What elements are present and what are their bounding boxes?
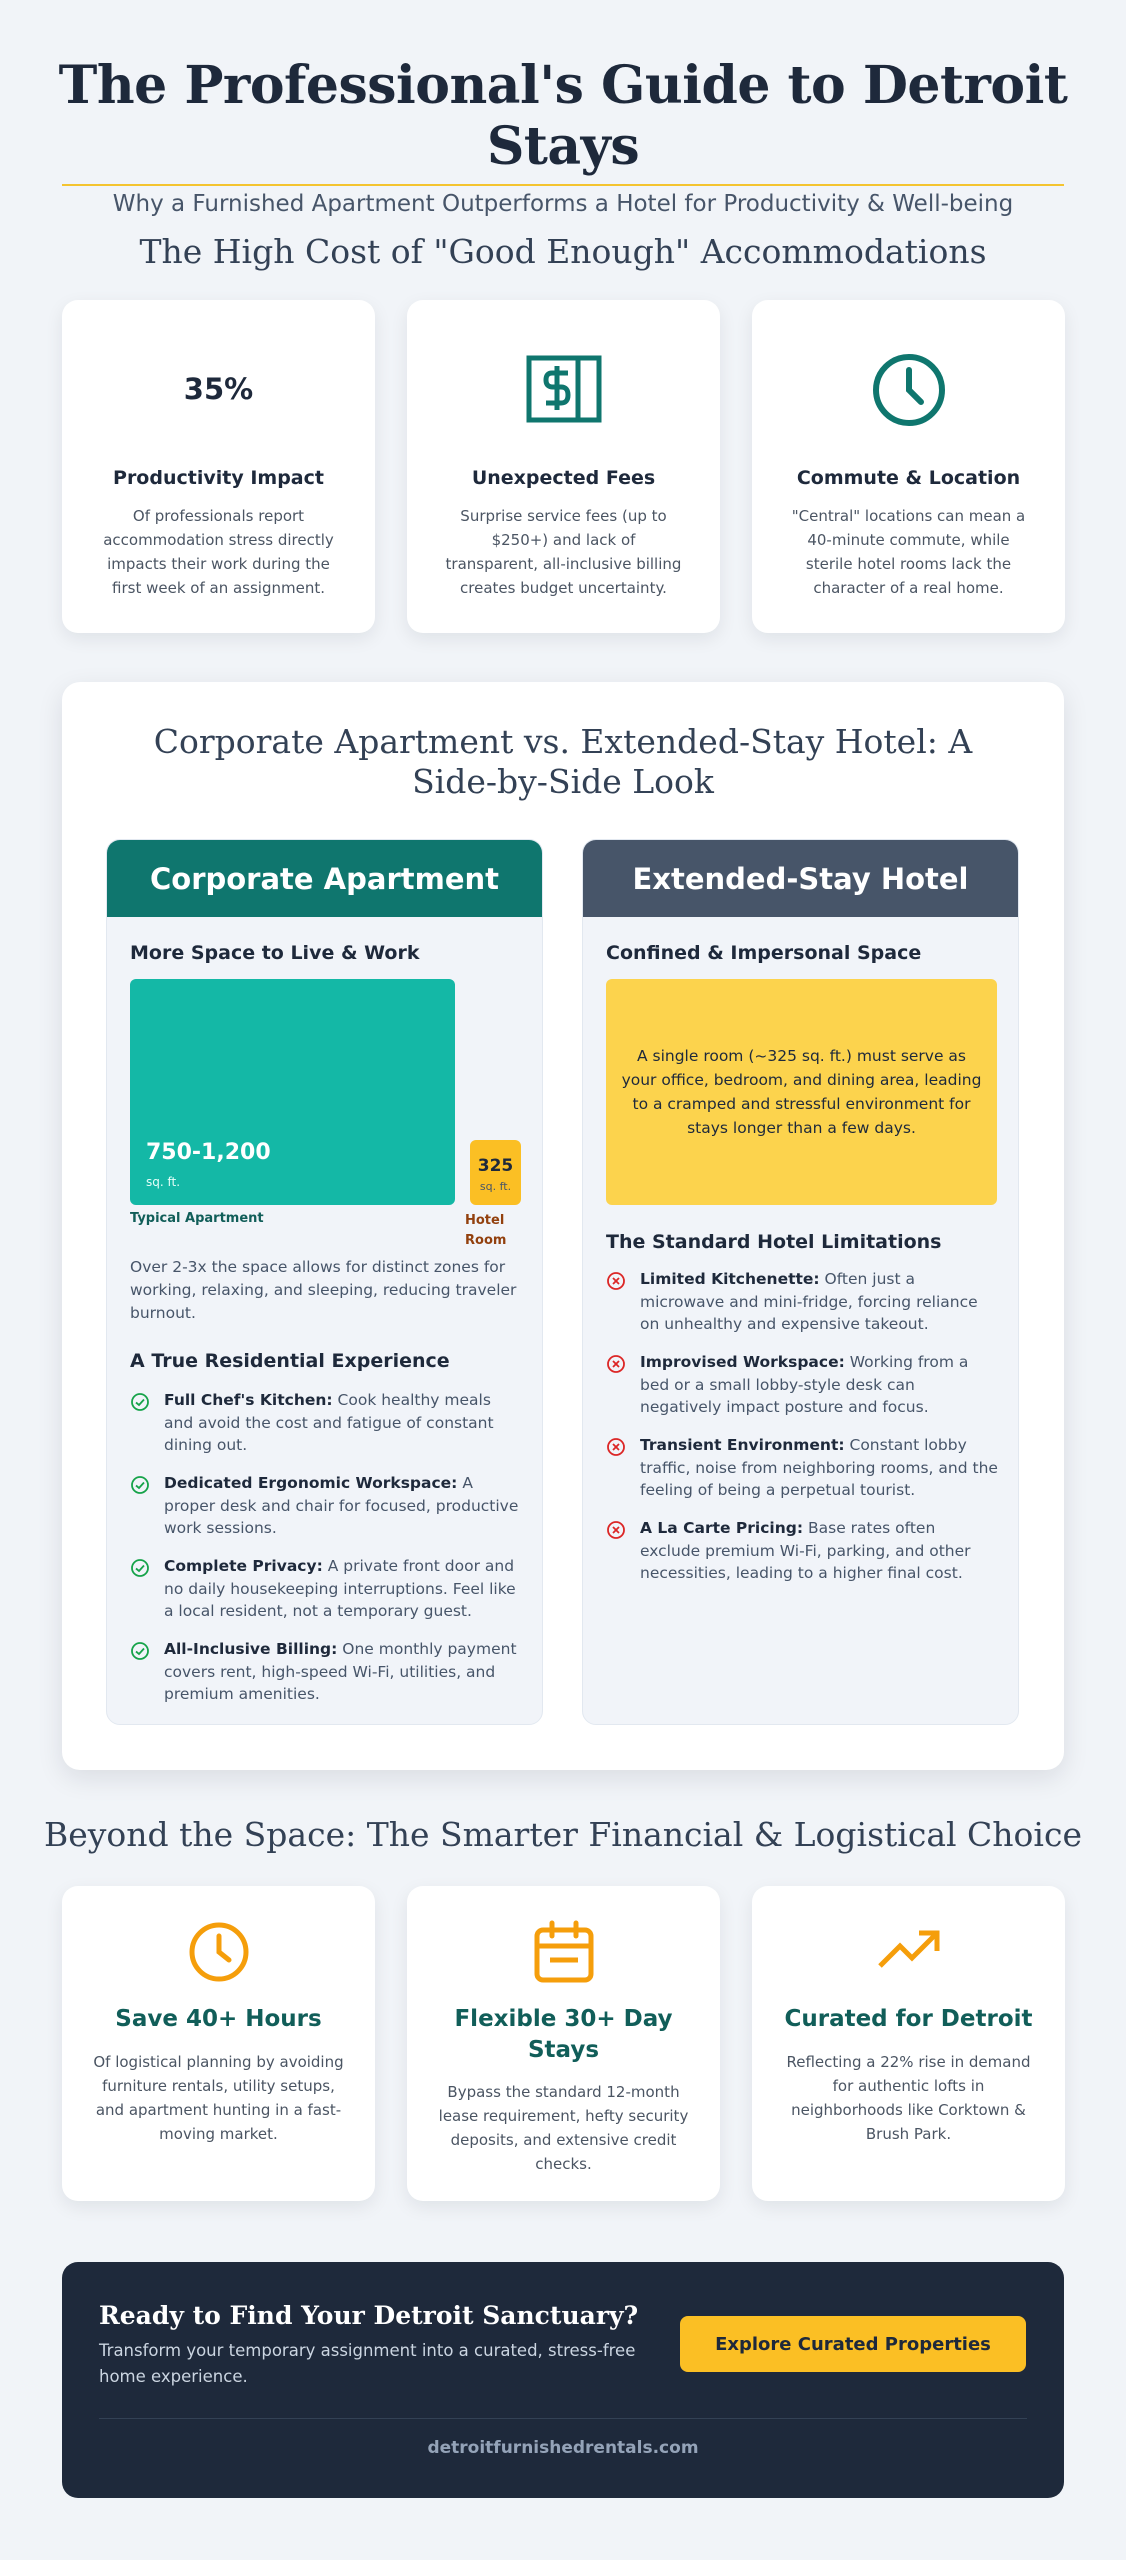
list-item (130, 1555, 524, 1623)
cta-divider (99, 2418, 1027, 2419)
hotel-bar-label: Hotel Room (465, 1213, 507, 1248)
save-hours-title: Save 40+ Hours (115, 2006, 322, 2032)
item-text: A private front door and no daily housekeeping interruptions. Feel like a local resident, not a temporary guest. (164, 1557, 516, 1620)
item-text: One monthly payment covers rent, high-speed Wi-Fi, utilities, and premium amenities. (164, 1640, 517, 1703)
clock-icon (871, 352, 947, 428)
commute-card (752, 300, 1065, 633)
cta-banner (62, 2262, 1064, 2498)
comparison-title: Corporate Apartment vs. Extended-Stay Hotel: A Side-by-Side Look (153, 722, 973, 801)
hotel-header: Extended-Stay Hotel (583, 840, 1018, 917)
cta-text: Transform your temporary assignment into a curated, stress-free home experience. (99, 2341, 636, 2386)
fees-title: Unexpected Fees (471, 467, 656, 489)
curated-text: Reflecting a 22% rise in demand for authentic lofts in neighborhoods like Corktown & Brush Park. (786, 2053, 1031, 2143)
item-text: A proper desk and chair for focused, productive work sessions. (164, 1474, 519, 1537)
apartment-size-value: 750-1,200 (146, 1140, 271, 1165)
x-circle-icon (606, 1271, 626, 1291)
productivity-title: Productivity Impact (113, 467, 324, 489)
clock-icon (187, 1920, 251, 1984)
save-hours-text: Of logistical planning by avoiding furniture rentals, utility setups, and apartment hunting in a fast-moving market. (93, 2053, 344, 2143)
commute-title: Commute & Location (796, 467, 1021, 489)
check-circle-icon (130, 1641, 150, 1661)
x-circle-icon (606, 1520, 626, 1540)
apartment-space-title: More Space to Live & Work (130, 942, 420, 964)
item-text: Constant lobby traffic, noise from neighboring rooms, and the feeling of being a perpetual tourist. (640, 1436, 998, 1499)
apartment-list-title: A True Residential Experience (130, 1350, 450, 1372)
item-text: Cook healthy meals and avoid the cost and fatigue of constant dining out. (164, 1391, 494, 1454)
check-circle-icon (130, 1558, 150, 1578)
productivity-card (62, 300, 375, 633)
list-item (130, 1472, 524, 1540)
fees-card (407, 300, 720, 633)
site-url-link[interactable]: detroitfurnishedrentals.com (427, 2438, 699, 2458)
curated-card (752, 1886, 1065, 2201)
item-title: Improvised Workspace: (640, 1353, 845, 1371)
flexible-stays-text: Bypass the standard 12-month lease requirement, hefty security deposits, and extensive credit checks. (438, 2083, 689, 2173)
explore-properties-button[interactable]: Explore Curated Properties (680, 2316, 1026, 2372)
cta-title: Ready to Find Your Detroit Sanctuary? (99, 2301, 639, 2330)
productivity-stat: 35% (183, 372, 254, 406)
hotel-size-bar (470, 1140, 521, 1205)
list-item (130, 1638, 524, 1706)
apartment-column (106, 839, 543, 1725)
productivity-text: Of professionals report accommodation stress directly impacts their work during the first week of an assignment. (103, 507, 334, 597)
page-header (0, 55, 1126, 217)
cost-section-title: The High Cost of "Good Enough" Accommodations (139, 232, 987, 271)
beyond-section-title: Beyond the Space: The Smarter Financial & Logistical Choice (43, 1815, 1082, 1854)
trending-up-icon (877, 1920, 941, 1984)
page-subtitle: Why a Furnished Apartment Outperforms a Hotel for Productivity & Well-being (112, 191, 1014, 217)
save-hours-card (62, 1886, 375, 2201)
check-circle-icon (130, 1475, 150, 1495)
hotel-size-value: 325 (477, 1156, 514, 1176)
flexible-stays-title: Flexible 30+ Day Stays (454, 2006, 673, 2063)
curated-title: Curated for Detroit (784, 2006, 1033, 2032)
item-text: Working from a bed or a small lobby-style desk can negatively impact posture and focus. (640, 1353, 969, 1416)
list-item (606, 1517, 1000, 1585)
item-title: A La Carte Pricing: (640, 1519, 804, 1537)
comparison-panel (62, 682, 1064, 1770)
item-title: Transient Environment: (640, 1436, 845, 1454)
page-title: The Professional's Guide to Detroit Stays (58, 55, 1068, 177)
item-title: Limited Kitchenette: (640, 1270, 820, 1288)
commute-text: "Central" locations can mean a 40-minute commute, while sterile hotel rooms lack the character of a real home. (791, 507, 1026, 597)
header-divider (62, 184, 1064, 186)
flexible-stays-card (407, 1886, 720, 2201)
item-title: All-Inclusive Billing: (164, 1640, 338, 1658)
list-item (606, 1434, 1000, 1502)
hotel-column (582, 839, 1019, 1725)
check-circle-icon (130, 1392, 150, 1412)
calendar-icon (532, 1920, 596, 1984)
item-title: Full Chef's Kitchen: (164, 1391, 333, 1409)
item-text: Base rates often exclude premium Wi-Fi, parking, and other necessities, leading to a higher final cost. (640, 1519, 971, 1582)
list-item (606, 1351, 1000, 1419)
list-item (606, 1268, 1000, 1336)
x-circle-icon (606, 1354, 626, 1374)
item-text: Often just a microwave and mini-fridge, forcing reliance on unhealthy and expensive takeout. (640, 1270, 978, 1333)
apartment-bar-label: Typical Apartment (130, 1211, 264, 1226)
item-title: Complete Privacy: (164, 1557, 323, 1575)
fees-text: Surprise service fees (up to $250+) and lack of transparent, all-inclusive billing creates budget uncertainty. (445, 507, 682, 597)
hotel-space-box: A single room (~325 sq. ft.) must serve as your office, bedroom, and dining area, leading to a cramped and stressful environment for stays longer than a few days. (606, 979, 997, 1205)
hotel-space-title: Confined & Impersonal Space (606, 942, 922, 964)
x-circle-icon (606, 1437, 626, 1457)
apartment-size-bar (130, 979, 455, 1205)
apartment-header: Corporate Apartment (107, 840, 542, 917)
apartment-size-unit: sq. ft. (146, 1175, 181, 1189)
receipt-dollar-icon (526, 355, 602, 423)
hotel-size-unit: sq. ft. (479, 1180, 512, 1193)
list-item (130, 1389, 524, 1457)
apartment-space-text: Over 2-3x the space allows for distinct zones for working, relaxing, and sleeping, reducing traveler burnout. (130, 1258, 517, 1322)
hotel-list-title: The Standard Hotel Limitations (606, 1231, 942, 1253)
item-title: Dedicated Ergonomic Workspace: (164, 1474, 458, 1492)
